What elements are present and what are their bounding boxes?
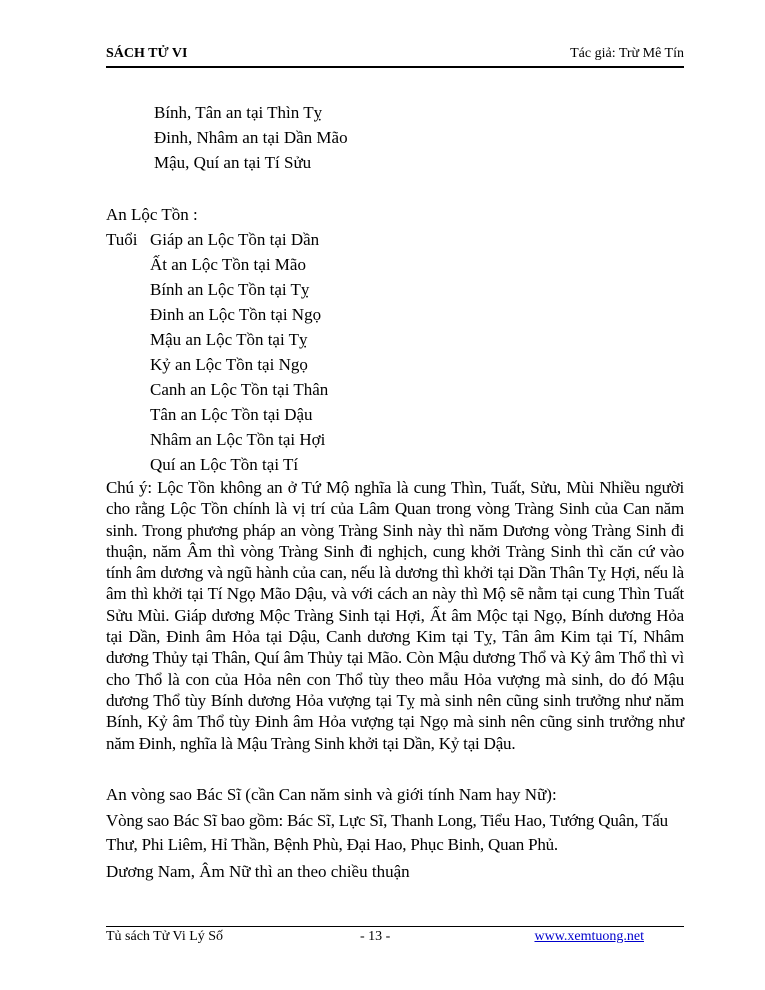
spacer	[106, 175, 684, 202]
loc-ton-item: Giáp an Lộc Tồn tại Dần	[150, 230, 320, 249]
spacer	[106, 754, 684, 782]
intro-line: Đinh, Nhâm an tại Dần Mão	[154, 128, 348, 147]
footer-series: Tủ sách Tử Vi Lý Số	[106, 929, 224, 944]
author-label: Tác giả: Trừ Mê Tín	[570, 46, 684, 61]
page-number: - 13 -	[360, 929, 391, 944]
bac-si-rule: Dương Nam, Âm Nữ thì an theo chiều thuận	[106, 861, 410, 881]
loc-ton-item: Đinh an Lộc Tồn tại Ngọ	[150, 305, 322, 324]
intro-line: Mậu, Quí an tại Tí Sửu	[154, 153, 312, 172]
tuoi-label: Tuổi	[106, 230, 138, 249]
website-link[interactable]: www.xemtuong.net	[534, 929, 644, 944]
loc-ton-heading: An Lộc Tồn :	[106, 205, 198, 224]
page-content	[106, 100, 684, 884]
loc-ton-item: Mậu an Lộc Tồn tại Tỵ	[150, 330, 308, 349]
note-paragraph: Chú ý: Lộc Tồn không an ở Tứ Mộ nghĩa là cung Thìn, Tuất, Sửu, Mùi Nhiều người cho rằng Lộc Tồn chính là vị trí của Lâm Quan trong vòng Tràng Sinh của Can năm sinh. Trong phương pháp an vòng Tràng Sinh này thì năm Dương vòng Tràng Sinh đi thuận, năm Âm thì vòng Tràng Sinh đi nghịch, cung khởi Tràng Sinh thì căn cứ vào tính âm dương và ngũ hành của can, nếu là dương thì khởi tại Dần Thân Tỵ Hợi, nếu là âm thì khởi tại Tí Ngọ Mão Dậu, và với cách an này thì Mộ sẽ nằm tại cung Thìn Tuất Sửu Mùi. Giáp dương Mộc Tràng Sinh tại Hợi, Ất âm Mộc tại Ngọ, Bính dương Hỏa tại Dần, Đinh âm Hỏa tại Dậu, Canh dương Kim tại Tỵ, Tân âm Kim tại Tí, Nhâm dương Thủy tại Thân, Quí âm Thủy tại Mão. Còn Mậu dương Thổ và Kỷ âm Thổ thì vì cho Thổ là con của Hỏa nên con Thổ tùy theo mẫu Hỏa vượng mà sinh, do đó Mậu dương Thổ tùy Bính dương Hỏa vượng tại Tỵ mà sinh nên cũng sinh trưởng như năm Bính, Kỷ âm Thổ tùy Đinh âm Hỏa vượng tại Ngọ mà sinh nên cũng sinh trưởng như năm Đinh, nghĩa là Mậu Tràng Sinh khởi tại Dần, Kỷ tại Dậu.	[106, 478, 684, 753]
book-title: SÁCH TỬ VI	[106, 46, 188, 61]
loc-ton-row	[106, 227, 684, 252]
intro-line: Bính, Tân an tại Thìn Tỵ	[154, 103, 323, 122]
bac-si-members: Vòng sao Bác Sĩ bao gồm: Bác Sĩ, Lực Sĩ, Thanh Long, Tiểu Hao, Tướng Quân, Tấu Thư, Phi Liêm, Hỉ Thần, Bệnh Phù, Đại Hao, Phục Binh, Quan Phủ.	[106, 810, 668, 854]
loc-ton-item: Nhâm an Lộc Tồn tại Hợi	[150, 430, 326, 449]
loc-ton-item: Tân an Lộc Tồn tại Dậu	[150, 405, 313, 424]
loc-ton-item: Kỷ an Lộc Tồn tại Ngọ	[150, 355, 308, 374]
loc-ton-item: Canh an Lộc Tồn tại Thân	[150, 380, 329, 399]
loc-ton-item: Bính an Lộc Tồn tại Tỵ	[150, 280, 310, 299]
bac-si-heading: An vòng sao Bác Sĩ (cần Can năm sinh và giới tính Nam hay Nữ):	[106, 784, 557, 804]
loc-ton-item: Ất an Lộc Tồn tại Mão	[150, 255, 306, 274]
page-footer	[106, 926, 684, 949]
loc-ton-item: Quí an Lộc Tồn tại Tí	[150, 455, 299, 474]
page-header	[106, 44, 684, 68]
